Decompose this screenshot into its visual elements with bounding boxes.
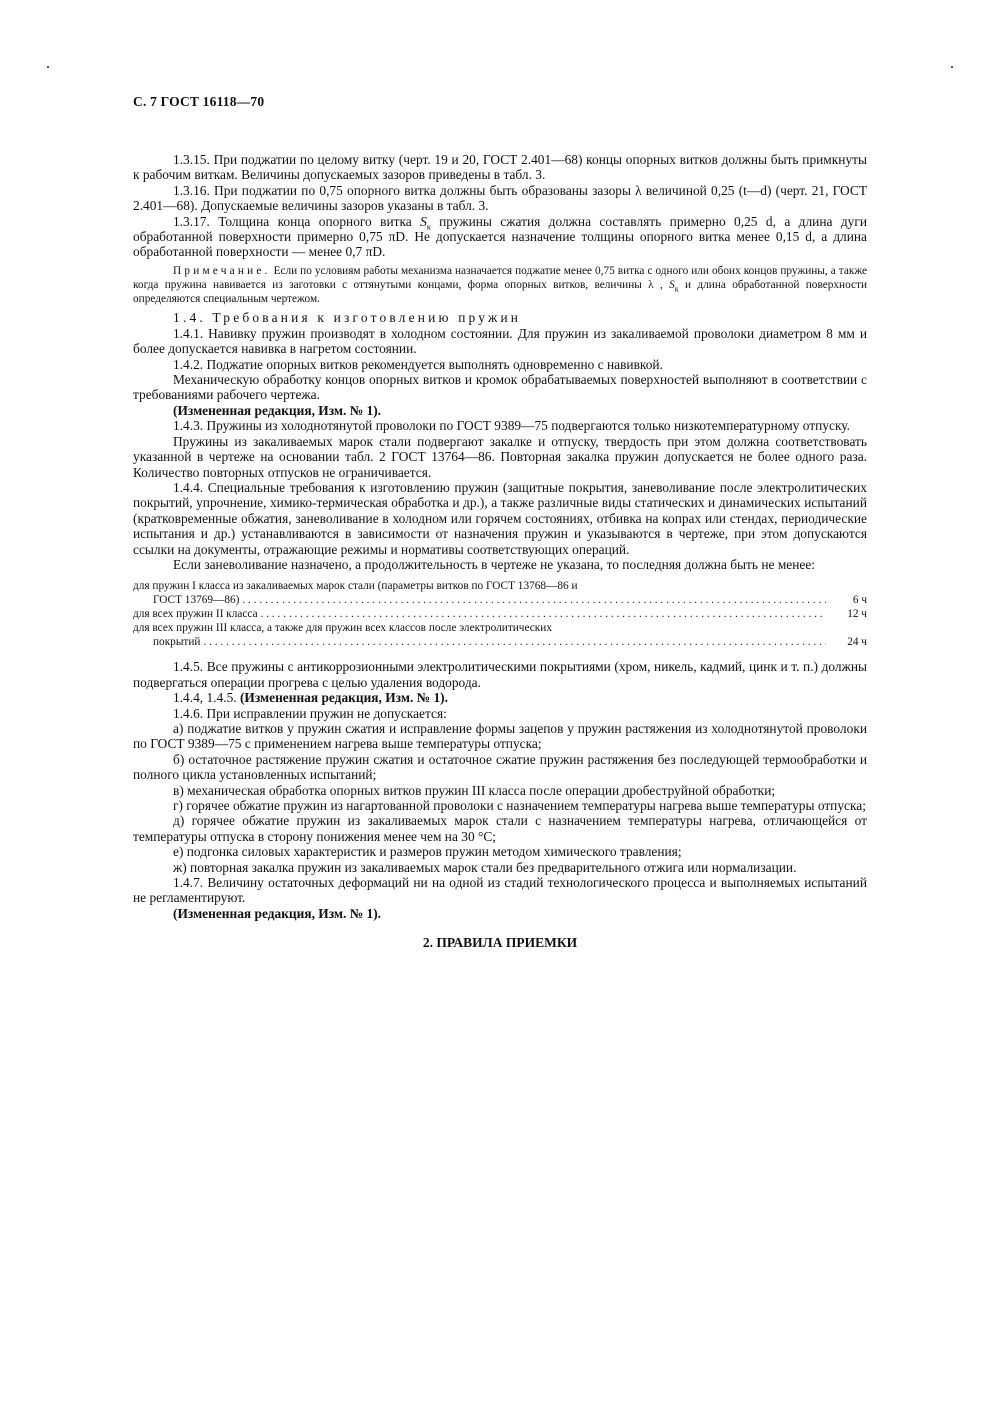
paragraph-1-4-1: 1.4.1. Навивку пружин производят в холодном состоянии. Для пружин из закаливаемой проволоки диаметром 8 мм и более допускается навивка в нагретом состоянии. (133, 325, 867, 357)
list-item-v: в) механическая обработка опорных витков пружин III класса после операции дробеструйной обработки; (173, 782, 776, 798)
note: Примечание. Если по условиям работы механизма назначается поджатие менее 0,75 витка с одного или обоих концов пружины, а также когда пружина навивается из заготовки с оттянутыми концами, форма опорных витков, величины λ , $S_к$ и длина обработанной поверхности определяются специальным чертежом. (133, 264, 867, 306)
subsection-title-1-4: 1.4. Требования к изготовлению пружин (173, 310, 522, 326)
paragraph-1-4-5: 1.4.5. Все пружины с антикоррозионными электролитическими покрытиями (хром, никель, кадмий, цинк и т. п.) должны подвергаться операции прогрева с целью удаления водорода. (133, 659, 867, 690)
duration-row-3-line: для всех пружин III класса, а также для пружин всех классов после электролитических (133, 621, 552, 634)
section-title-2: 2. ПРАВИЛА ПРИЕМКИ (422, 935, 578, 951)
amendment-1-4-4-1-4-5: 1.4.4, 1.4.5. (Измененная редакция, Изм. № 1). (173, 690, 448, 706)
duration-row-3: покрытий . . . 24 ч (133, 636, 867, 650)
duration-row-1: ГОСТ 13769—86) . . . 6 ч (133, 594, 867, 608)
paragraph-1-4-3: 1.4.3. Пружины из холоднотянутой проволоки по ГОСТ 9389—75 подвергаются только низкотемпературному отпуску. (173, 418, 850, 434)
paragraph-1-4-6: 1.4.6. При исправлении пружин не допускается: (173, 705, 447, 721)
paragraph-hardening: Пружины из закаливаемых марок стали подвергают закалке и отпуску, твердость при этом должна соответствовать указанной в чертеже на основании табл. 2 ГОСТ 13764—86. Повторная закалка пружин допускается не более одного раза. Количество повторных отпусков не ограничивается. (133, 433, 867, 480)
paragraph-1-3-16: 1.3.16. При поджатии по 0,75 опорного витка должны быть образованы зазоры λ величиной 0,25 (t—d) (черт. 21, ГОСТ 2.401—68). Допускаемые величины зазоров указаны в табл. 3. (133, 182, 867, 214)
scan-dot-right (951, 66, 953, 68)
document-body (133, 152, 867, 951)
paragraph-zanevolivanie: Если заневоливание назначено, а продолжительность в чертеже не указана, то последняя должна быть не менее: (173, 556, 816, 572)
paragraph-1-4-4: 1.4.4. Специальные требования к изготовлению пружин (защитные покрытия, заневоливание после электролитических покрытий, упрочнение, химико-термическая обработка и др.), а также различные виды статических и динамических испытаний (кратковременные обжатия, заневоливание в холодном или горячем состояниях, отбивка на копрах или стендах, периодические испытания и др.) устанавливаются в зависимости от назначения пружин и указываются в чертеже, при этом допускаются ссылки на документы, отражающие режимы и нормативы соответствующих операций. (133, 479, 867, 557)
scan-dot-left (47, 66, 49, 68)
list-item-g: г) горячее обжатие пружин из нагартованной проволоки с назначением температуры нагрева выше температуры отпуска; (173, 798, 866, 813)
amendment-note-end: (Измененная редакция, Изм. № 1). (173, 905, 382, 921)
duration-row-1-line: для пружин I класса из закаливаемых марок стали (параметры витков по ГОСТ 13768—86 и (133, 580, 578, 593)
list-item-e: е) подгонка силовых характеристик и размеров пружин методом химического травления; (173, 844, 682, 860)
note-label: Примечание. (173, 264, 271, 277)
list-item-b: б) остаточное растяжение пружин сжатия и остаточное сжатие пружин растяжения без последующей термообработки и полного цикла установленных испытаний; (133, 751, 867, 783)
list-item-zh: ж) повторная закалка пружин из закаливаемых марок стали без предварительного отжига или нормализации. (173, 859, 797, 875)
duration-list (133, 580, 867, 649)
list-item-d: д) горячее обжатие пружин из закаливаемых марок стали с назначением температуры нагрева, отличающейся от температуры отпуска в сторону понижения менее чем на 30 °С; (133, 813, 867, 844)
paragraph-1-4-7: 1.4.7. Величину остаточных деформаций ни на одной из стадий технологического процесса и выполняемых испытаний не регламентируют. (133, 875, 867, 906)
amendment-note: (Измененная редакция, Изм. № 1). (173, 402, 382, 418)
paragraph-mechanical: Механическую обработку концов опорных витков и кромок обрабатываемых поверхностей выполняют в соответствии с требованиями рабочего чертежа. (133, 372, 867, 403)
paragraph-1-4-2: 1.4.2. Поджатие опорных витков рекомендуется выполнять одновременно с навивкой. (173, 356, 663, 372)
paragraph-1-3-17: 1.3.17. Толщина конца опорного витка $S_к$ пружины сжатия должна составлять примерно 0,25 d, а длина дуги обработанной поверхности примерно 0,75 πD. Не допускается назначение толщины опорного витка менее 0,15 d, а длина обработанной поверхности — менее 0,7 πD. (133, 213, 867, 260)
list-item-a: а) поджатие витков у пружин сжатия и исправление формы зацепов у пружин растяжения из холоднотянутой проволоки по ГОСТ 9389—75 с применением нагрева выше температуры отпуска; (133, 720, 867, 752)
paragraph-1-3-15: 1.3.15. При поджатии по целому витку (черт. 19 и 20, ГОСТ 2.401—68) концы опорных витков должны быть примкнуты к рабочим виткам. Величины допускаемых зазоров приведены в табл. 3. (133, 152, 867, 183)
duration-row-2: для всех пружин II класса . . . 12 ч (133, 608, 867, 622)
page-header: С. 7 ГОСТ 16118—70 (133, 94, 265, 109)
